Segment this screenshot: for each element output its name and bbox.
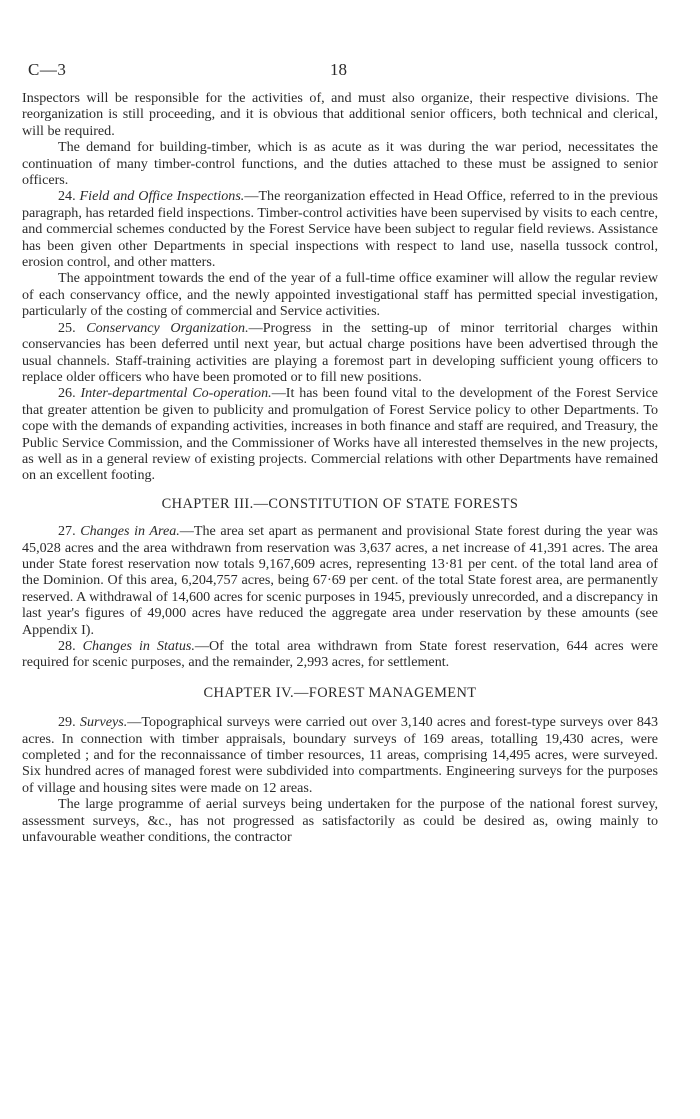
section-heading: Changes in Status. [82, 638, 195, 654]
paragraph: The large programme of aerial surveys being undertaken for the purpose of the national forest survey, assessment surveys, &c., has not progressed as satisfactorily as could be desired as, owing mainly to unfavourable weather conditions, the contractor [22, 796, 658, 846]
section-26 [22, 385, 658, 483]
paragraph: Inspectors will be responsible for the activities of, and must also organize, their respective divisions. The reorganization is still proceeding, and it is obvious that additional senior officers, both technical and clerical, will be required. [22, 90, 658, 139]
section-27 [22, 523, 658, 638]
section-24 [22, 188, 658, 270]
section-heading: Changes in Area. [80, 523, 180, 540]
section-number: 26. [58, 385, 76, 402]
section-text: —The reorganization effected in Head Office, referred to in the previous paragraph, has retarded field inspections. Timber-control activities have been supervised by visits to each centre, and commercial schemes conducted by the Forest Service have been subject to regular field reviews. Assistance has been given other Departments in special inspections with respect to land use, nasella tussock control, erosion control, and other matters. [22, 188, 658, 271]
section-heading: Surveys. [79, 714, 128, 731]
document-page [22, 0, 658, 845]
page-header [22, 0, 658, 90]
section-heading: Conservancy Organization. [86, 319, 249, 336]
section-29 [22, 714, 658, 796]
section-text: —It has been found vital to the development of the Forest Service that greater attention be given to publicity and promulgation of Forest Service policy to other Departments. To cope with the demands of expanding activities, increases in both finance and staff are required, and Treasury, the Public Service Commission, and the Commissioner of Works have all interested themselves in the new projects, as well as in a general review of existing projects. Commercial relations with other Departments have remained on an excellent footing. [22, 385, 658, 484]
chapter-heading: CHAPTER IV.—FOREST MANAGEMENT [203, 684, 477, 701]
document-reference: C—3 [28, 60, 67, 79]
section-text: —Progress in the setting-up of minor territorial charges within conservancies has been deferred until next year, but actual charge positions have been advertised through the usual channels. Staff-training activities are playing a foremost part in developing sufficient young officers to replace older officers who have been promoted or to fill new positions. [22, 319, 658, 385]
section-28 [22, 638, 658, 671]
document-body [22, 90, 658, 845]
paragraph: The appointment towards the end of the year of a full-time office examiner will allow the regular review of each conservancy office, and the newly appointed investigational staff has permitted special investigation, particularly of the costing of commercial and Service activities. [22, 270, 658, 320]
section-text: —Topographical surveys were carried out over 3,140 acres and forest-type surveys over 843 acres. In connection with timber appraisals, boundary surveys of 169 areas, totalling 19,430 acres, were completed ; and for the reconnaissance of timber resources, 11 areas, comprising 14,495 acres, were surveyed. Six hundred acres of managed forest were subdivided into compartments. Engineering surveys for the purposes of village and housing sites were made on 12 areas. [22, 714, 658, 796]
section-number: 27. [58, 523, 76, 540]
section-text: —Of the total area withdrawn from State forest reservation, 644 acres were required for scenic purposes, and the remainder, 2,993 acres, for settlement. [22, 638, 658, 671]
paragraph: The demand for building-timber, which is as acute as it was during the war period, necessitates the continuation of many timber-control functions, and the duties attached to these must be assigned to senior officers. [22, 139, 658, 189]
page-number: 18 [330, 60, 347, 79]
section-25 [22, 320, 658, 386]
chapter-heading: CHAPTER III.—CONSTITUTION OF STATE FORESTS [161, 495, 519, 512]
section-heading: Field and Office Inspections. [79, 188, 245, 205]
section-number: 28. [58, 638, 76, 654]
section-number: 24. [58, 188, 76, 205]
section-text: —The area set apart as permanent and provisional State forest during the year was 45,028 acres and the area withdrawn from reservation was 3,637 acres, a net increase of 41,391 acres. The area under State forest reservation now totals 9,167,609 acres, representing 13·81 per cent. of the total land area of the Dominion. Of this area, 6,204,757 acres, being 67·69 per cent. of the total State forest area, are permanently reserved. A withdrawal of 14,600 acres for scenic purposes in 1945, previously unrecorded, and a discrepancy in last year's figures of 49,000 acres have reduced the aggregate area under reservation by these amounts (see Appendix I). [22, 523, 658, 638]
section-number: 25. [58, 319, 76, 336]
section-heading: Inter-departmental Co-operation. [80, 385, 272, 402]
section-number: 29. [58, 714, 76, 731]
